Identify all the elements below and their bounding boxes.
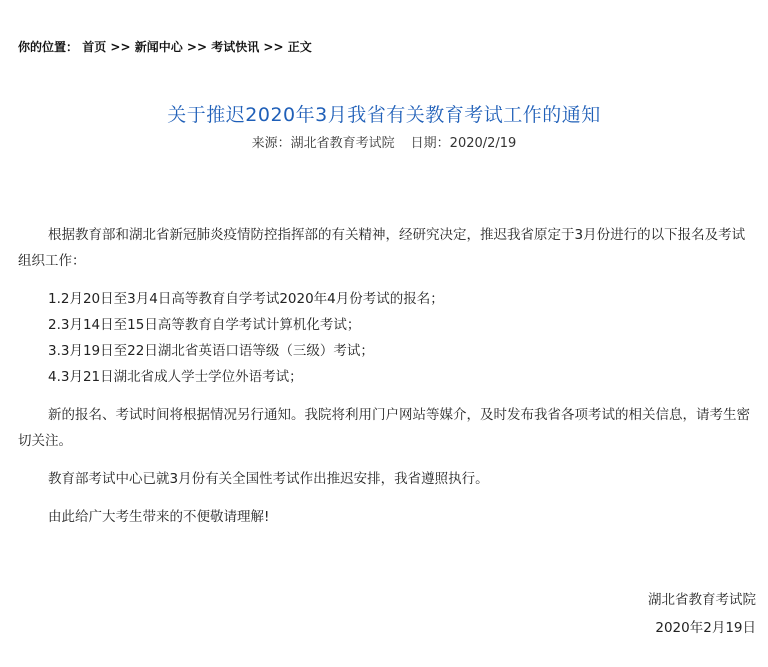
list-item: 1.2月20日至3月4日高等教育自学考试2020年4月份考试的报名； (48, 291, 444, 307)
signature-date: 2020年2月19日 (655, 620, 756, 636)
article-paragraph-apology: 由此给广大考生带来的不便敬请理解! (48, 509, 270, 525)
breadcrumb-separator: >> (263, 40, 284, 54)
breadcrumb-prefix: 你的位置： (18, 40, 79, 54)
article-title: 关于推迟2020年3月我省有关教育考试工作的通知 (167, 104, 601, 126)
list-item: 2.3月14日至15日高等教育自学考试计算机化考试； (48, 317, 361, 333)
article-date: 日期：2020/2/19 (410, 136, 517, 151)
article-body (18, 222, 756, 530)
breadcrumb-current-page: 正文 (287, 40, 312, 54)
breadcrumb-separator: >> (110, 40, 131, 54)
breadcrumb-link-exam-news[interactable]: 考试快讯 (211, 40, 260, 54)
breadcrumb-separator: >> (186, 40, 208, 54)
signature-organization: 湖北省教育考试院 (648, 592, 756, 608)
article-intro-paragraph: 根据教育部和湖北省新冠肺炎疫情防控指挥部的有关精神，经研究决定，推迟我省原定于3月份进行的以下报名及考试组织工作： (18, 227, 746, 269)
breadcrumb (18, 38, 312, 55)
list-item: 4.3月21日湖北省成人学士学位外语考试； (48, 369, 303, 385)
breadcrumb-link-news-center[interactable]: 新闻中心 (134, 40, 183, 54)
article-paragraph-notice: 新的报名、考试时间将根据情况另行通知。我院将利用门户网站等媒介，及时发布我省各项考试的相关信息，请考生密切关注。 (18, 407, 750, 449)
breadcrumb-link-home[interactable]: 首页 (82, 40, 107, 54)
article-meta (0, 132, 768, 151)
list-item: 3.3月19日至22日湖北省英语口语等级（三级）考试； (48, 343, 374, 359)
article-source: 来源：湖北省教育考试院 (251, 136, 395, 151)
article-paragraph-national: 教育部考试中心已就3月份有关全国性考试作出推迟安排，我省遵照执行。 (48, 471, 489, 487)
